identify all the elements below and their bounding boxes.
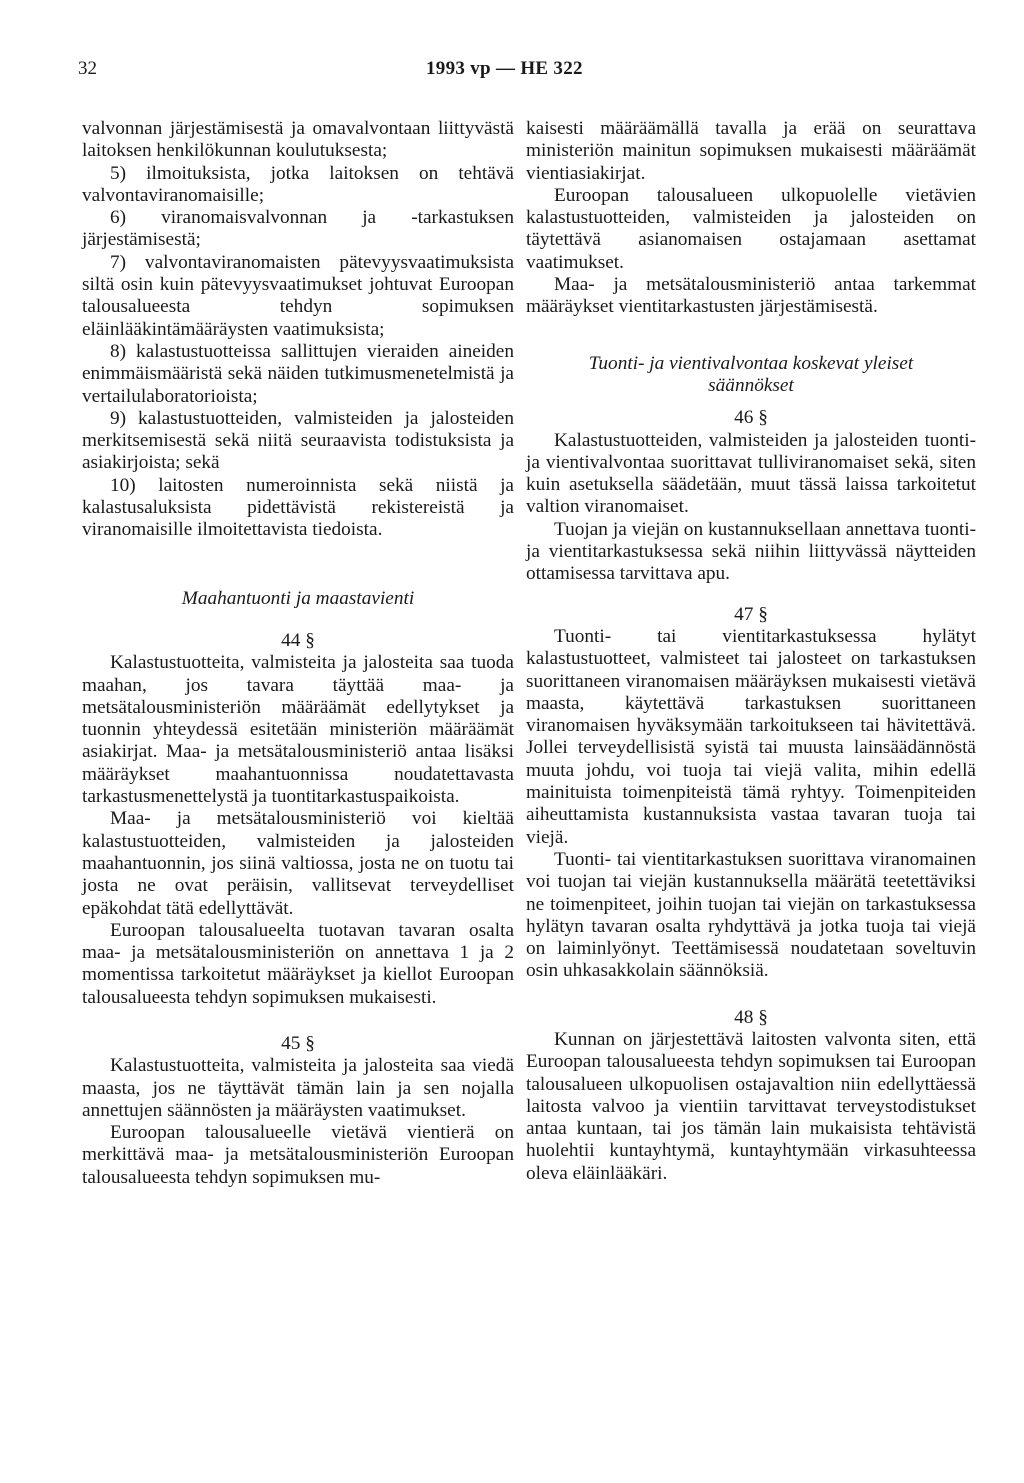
list-item: 10) laitosten numeroinnista sekä niistä ja kalastusaluksista pidettävistä rekistereistä ja viranomaisille ilmoitettavista tiedoista. [82, 474, 514, 541]
section-number: 44 § [281, 629, 315, 651]
list-item: 7) valvontaviranomaisten pätevyysvaatimuksista siltä osin kuin pätevyysvaatimukset johtuvat Euroopan talousalueesta tehdyn sopimuksen eläinlääkintämääräysten vaatimuksista; [82, 251, 514, 340]
paragraph: Tuonti- tai vientitarkastuksessa hylätyt kalastustuotteet, valmisteet tai jalosteet on tarkastuksen suorittaneen viranomaisen määräyksen mukaisesti vietävä maasta, käytettävä tarkastuksen suorittaneen viranomaisen hyväksymään tarkoitukseen tai hävitettävä. Jollei terveydellisistä syistä tai muusta lainsäädännöstä muuta johdu, voi tuoja tai viejä valita, mihin edellä mainituista toimenpiteistä tämä ryhtyy. Toimenpiteiden aiheuttamista kustannuksista vastaa tavaran tuoja tai viejä. [526, 625, 976, 848]
section-number: 45 § [281, 1032, 315, 1054]
paragraph: Kalastustuotteiden, valmisteiden ja jalosteiden tuonti- ja vientivalvontaa suorittavat tulliviranomaiset sekä, siten kuin asetuksella säädetään, muut tässä laissa tarkoitetut valtion viranomaiset. [526, 429, 976, 518]
section-number: 46 § [734, 407, 768, 429]
list-item: 8) kalastustuotteissa sallittujen vieraiden aineiden enimmäismääristä sekä näiden tutkimusmenetelmistä ja vertailulaboratorioista; [82, 340, 514, 407]
section-number: 47 § [734, 603, 768, 625]
section-heading: Maahantuonti ja maastavienti [181, 587, 415, 609]
left-column [82, 118, 514, 1189]
paragraph: kaisesti määräämällä tavalla ja erää on seurattava ministeriön mainitun sopimuksen mukaisesti määräämät vientiasiakirjat. [526, 118, 976, 184]
section-number: 48 § [734, 1006, 768, 1028]
paragraph: Kalastustuotteita, valmisteita ja jalosteita saa viedä maasta, jos ne täyttävät tämän lain ja sen nojalla annettujen säännösten ja määräysten vaatimukset. [82, 1055, 514, 1121]
section-heading: Tuonti- ja vientivalvontaa koskevat yleiset säännökset [588, 352, 914, 396]
paragraph: Kalastustuotteita, valmisteita ja jalosteita saa tuoda maahan, jos tavara täyttää maa- ja metsätalousministeriön määräämät edellytykset ja tuonnin yhteydessä esitetään ministeriön määräämät asiakirjat. Maa- ja metsätalousministeriö antaa lisäksi määräykset maahantuonnissa noudatettavasta tarkastusmenettelystä ja tuontitarkastuspaikoista. [82, 652, 514, 808]
list-item: 9) kalastustuotteiden, valmisteiden ja jalosteiden merkitsemisestä sekä niitä seuraavista todistuksista ja asiakirjoista; sekä [82, 407, 514, 474]
right-column [526, 118, 976, 1185]
list-item: 6) viranomaisvalvonnan ja -tarkastuksen järjestämisestä; [82, 207, 514, 251]
paragraph: Maa- ja metsätalousministeriö voi kieltää kalastustuotteiden, valmisteiden ja jalosteiden maahantuonnin, jos siinä valtiossa, josta ne on tuotu tai josta ne ovat peräisin, vallitsevat terveydelliset epäkohdat tätä edellyttävät. [82, 808, 514, 919]
paragraph: valvonnan järjestämisestä ja omavalvontaan liittyvästä laitoksen henkilökunnan koulutuksesta; [82, 118, 514, 162]
document-id: 1993 vp — HE 322 [426, 58, 583, 79]
paragraph: Euroopan talousalueelle vietävä vientierä on merkittävä maa- ja metsätalousministeriön Euroopan talousalueesta tehdyn sopimuksen mu- [82, 1122, 514, 1188]
page-number: 32 [78, 58, 97, 79]
paragraph: Kunnan on järjestettävä laitosten valvonta siten, että Euroopan talousalueesta tehdyn sopimuksen tai Euroopan talousalueen ulkopuolisen ostajavaltion niin edellyttäessä laitosta valvoo ja vientiin tarvittavat terveystodistukset antaa kuntaan, tai jos tämän lain mukaisista tehtävistä huolehtii kuntayhtymä, kuntayhtymään virkasuhteessa oleva eläinlääkäri. [526, 1028, 976, 1184]
paragraph: Maa- ja metsätalousministeriö antaa tarkemmat määräykset vientitarkastusten järjestämisestä. [526, 274, 976, 318]
page-header [78, 58, 978, 88]
paragraph: Tuonti- tai vientitarkastuksen suorittava viranomainen voi tuojan tai viejän kustannuksella määrätä teetettäviksi ne toimenpiteet, joihin tuojan tai viejän on tarkastuksessa hylätyn tavaran osalta ryhdyttävä ja jotka tuoja tai viejä on laiminlyönyt. Teettämisessä noudatetaan soveltuvin osin uhkasakkolain säännöksiä. [526, 848, 976, 982]
paragraph: Tuojan ja viejän on kustannuksellaan annettava tuonti- ja vientitarkastuksessa sekä niihin liittyvässä näytteiden ottamisessa tarvittava apu. [526, 518, 976, 585]
list-item: 5) ilmoituksista, jotka laitoksen on tehtävä valvontaviranomaisille; [82, 162, 514, 206]
paragraph: Euroopan talousalueen ulkopuolelle vietävien kalastustuotteiden, valmisteiden ja jalosteiden on täytettävä asianomaisen ostajamaan asettamat vaatimukset. [526, 184, 976, 273]
paragraph: Euroopan talousalueelta tuotavan tavaran osalta maa- ja metsätalousministeriön on annettava 1 ja 2 momentissa tarkoitetut määräykset ja kiellot Euroopan talousalueesta tehdyn sopimuksen mukaisesti. [82, 919, 514, 1008]
